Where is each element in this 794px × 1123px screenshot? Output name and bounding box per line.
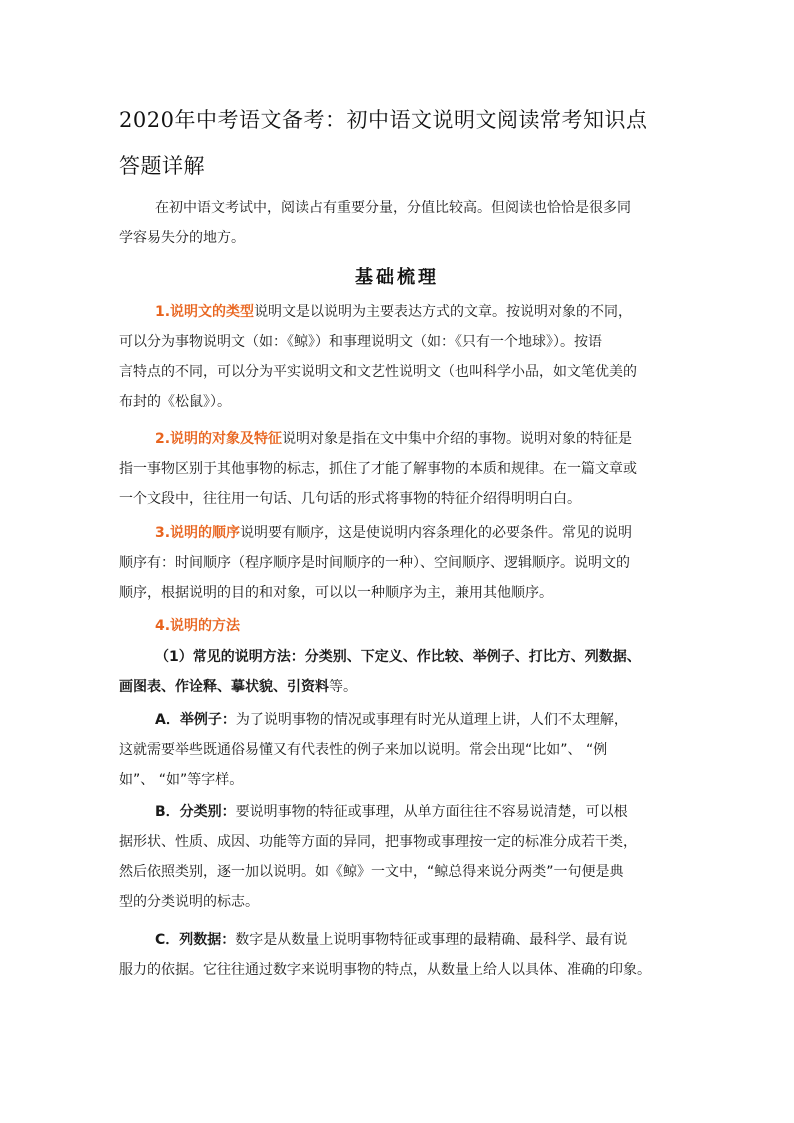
section-1-line-2: 可以分为事物说明文（如：《鲸》）和事理说明文（如：《只有一个地球》）。按语 (119, 334, 602, 350)
section-1-line-1 (119, 297, 675, 327)
methods-line-2-tail: 等。 (329, 679, 357, 695)
section-3-paragraph (119, 518, 675, 608)
section-1-label: 1.说明文的类型 (155, 304, 255, 320)
section-2-label: 2.说明的对象及特征 (155, 431, 283, 447)
method-c-label: C．列数据： (155, 932, 236, 948)
method-b-line-3: 然后依照类别，逐一加以说明。如《鲸》一文中，“鲸总得来说分两类”一句便是典 (119, 864, 624, 880)
method-b-line-2: 据形状、性质、成因、功能等方面的异同，把事物或事理按一定的标准分成若干类， (119, 834, 637, 850)
title-line-1: 2020年中考语文备考：初中语文说明文阅读常考知识点 (119, 108, 648, 132)
section-3-line-2: 顺序有：时间顺序（程序顺序是时间顺序的一种）、空间顺序、逻辑顺序。说明文的 (119, 555, 630, 571)
page-title (119, 97, 679, 189)
methods-list-paragraph (119, 642, 675, 702)
method-a-line-1 (119, 705, 675, 735)
intro-line-1: 在初中语文考试中，阅读占有重要分量，分值比较高。但阅读也恰恰是很多同 (155, 200, 631, 216)
section-2-line-1-text: 说明对象是指在文中集中介绍的事物。说明对象的特征是 (282, 431, 633, 447)
title-line-2: 答题详解 (119, 154, 205, 178)
section-3-line-1 (119, 518, 675, 548)
section-2-line-1 (119, 424, 675, 454)
section-2-line-2: 指一事物区别于其他事物的标志，抓住了才能了解事物的本质和规律。在一篇文章或 (119, 461, 637, 477)
method-c-line-1-text: 数字是从数量上说明事物特征或事理的最精确、最科学、最有说 (235, 932, 628, 948)
section-4-heading (119, 611, 675, 641)
method-b-line-4: 型的分类说明的标志。 (119, 894, 259, 910)
methods-line-2 (119, 672, 675, 702)
section-1-paragraph (119, 297, 675, 417)
methods-line-1: （1）常见的说明方法：分类别、下定义、作比较、举例子、打比方、列数据、 (155, 649, 641, 665)
method-a-label: A．举例子： (155, 712, 236, 728)
section-2-line-3: 一个文段中，往往用一句话、几句话的形式将事物的特征介绍得明明白白。 (119, 491, 581, 507)
method-c-paragraph (119, 925, 675, 985)
section-4-label: 4.说明的方法 (155, 618, 241, 634)
method-c-line-2: 服力的依据。它往往通过数字来说明事物的特点，从数量上给人以具体、准确的印象。 (119, 962, 651, 978)
method-a-line-1-text: 为了说明事物的情况或事理有时光从道理上讲，人们不太理解， (235, 712, 628, 728)
section-2-paragraph (119, 424, 675, 514)
methods-line-2-bold: 画图表、作诠释、摹状貌、引资料 (119, 679, 329, 695)
method-b-line-1-text: 要说明事物的特征或事理，从单方面往往不容易说清楚，可以根 (235, 804, 628, 820)
section-1-line-4: 布封的《松鼠》）。 (119, 394, 231, 410)
method-b-line-1 (119, 797, 675, 827)
method-b-paragraph (119, 797, 675, 917)
method-b-label: B．分类别： (155, 804, 236, 820)
method-a-line-2: 这就需要举些既通俗易懂又有代表性的例子来加以说明。常会出现“比如”、 “例 (119, 742, 608, 758)
section-1-line-1-text: 说明文是以说明为主要表达方式的文章。按说明对象的不同， (254, 304, 633, 320)
intro-line-2: 学容易失分的地方。 (119, 230, 245, 246)
section-3-line-3: 顺序，根据说明的目的和对象，可以以一种顺序为主，兼用其他顺序。 (119, 585, 553, 601)
method-a-line-3: 如”、 “如”等字样。 (119, 772, 244, 788)
method-a-paragraph (119, 705, 675, 795)
section-heading: 基础梳理 (355, 267, 439, 288)
section-3-line-1-text: 说明要有顺序，这是使说明内容条理化的必要条件。常见的说明 (240, 525, 633, 541)
method-c-line-1 (119, 925, 675, 955)
intro-paragraph (119, 193, 675, 253)
section-3-label: 3.说明的顺序 (155, 525, 241, 541)
section-1-line-3: 言特点的不同，可以分为平实说明文和文艺性说明文（也叫科学小品，如文笔优美的 (119, 364, 637, 380)
